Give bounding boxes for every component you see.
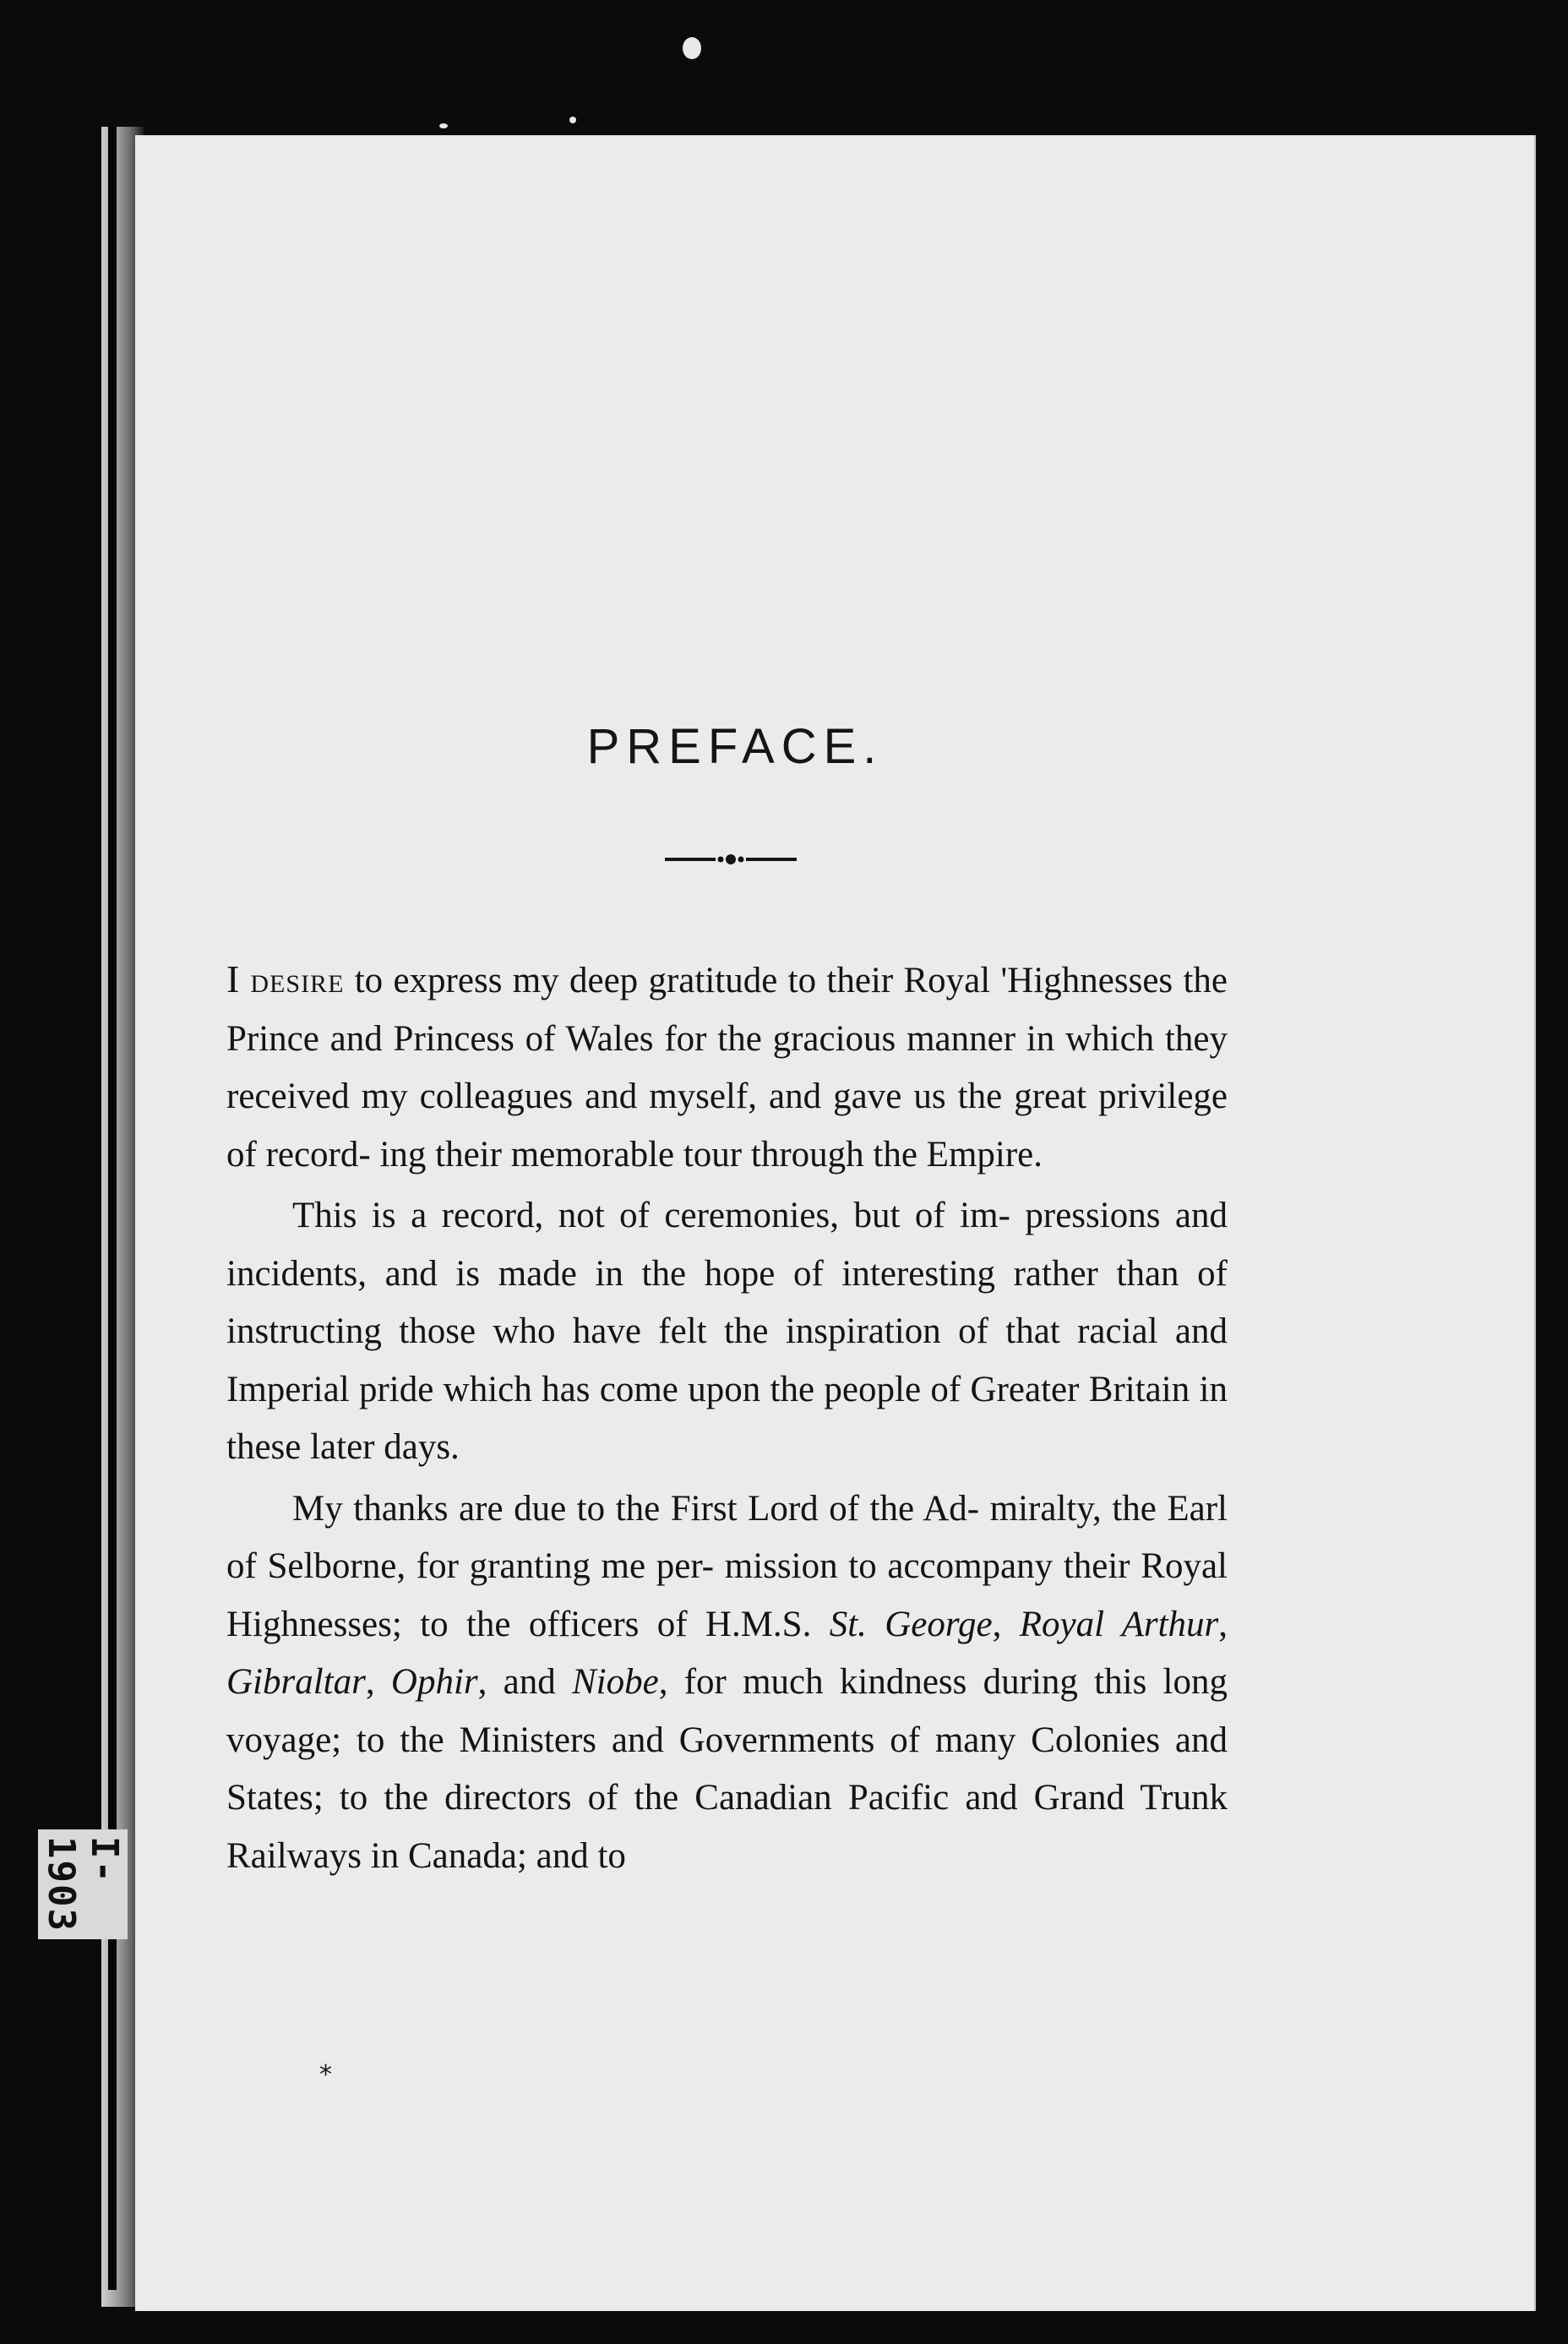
decorative-rule-ornament-icon	[663, 849, 798, 869]
scan-speck	[683, 37, 701, 59]
ship-name: Niobe	[571, 1662, 659, 1702]
paragraph-text: This is a record, not of ceremonies, but of im- pressions and incidents, and is made in the hope of interesting rather than of instructing those who have felt the inspiration of that racial and Imperial pride which has come upon the people of Greater Britain in these later days.	[226, 1196, 1228, 1467]
signature-mark: *	[319, 2060, 332, 2090]
preface-body	[226, 951, 1228, 1885]
spine-stamp-label: I-1903	[38, 1829, 128, 1939]
paragraph-lead: I	[226, 957, 251, 1000]
separator: , and	[477, 1662, 572, 1702]
paragraph-3	[226, 1480, 1228, 1886]
scan-speck	[569, 117, 576, 123]
spine-stamp	[40, 1817, 126, 1952]
scan-speck	[439, 123, 448, 128]
separator: ,	[992, 1604, 1020, 1644]
paragraph-lead-smallcaps: desire	[250, 961, 345, 1000]
ship-name: Gibraltar	[226, 1662, 366, 1702]
ship-name: St. George	[829, 1604, 993, 1644]
ship-name: Royal Arthur	[1019, 1604, 1219, 1644]
paragraph-2	[226, 1187, 1228, 1477]
separator: ,	[1218, 1604, 1228, 1644]
page-title: PREFACE.	[586, 719, 884, 774]
ship-name: Ophir	[390, 1662, 478, 1702]
paragraph-text: , for much kindness during this long voyage; to the Ministers and Governments of many Colonies and States; to the directors of the Canadian Pacific and Grand Trunk Railways in Canada; and to	[226, 1662, 1228, 1876]
paragraph-text: to express my deep gratitude to their Royal 'Highnesses the Prince and Princess of Wales for the gracious manner in which they received my colleagues and myself, and gave us the great privilege of record- ing their memorable tour through the Empire.	[226, 961, 1228, 1175]
paragraph-text: My thanks are due to the First Lord of the Ad- miralty, the Earl of Selborne, for granting me per- mission to accompany their Royal Highnesses; to the officers of H.M.S.	[226, 1488, 1228, 1644]
binding-edge	[108, 127, 117, 2290]
paragraph-1	[226, 951, 1228, 1184]
separator: ,	[365, 1662, 391, 1702]
